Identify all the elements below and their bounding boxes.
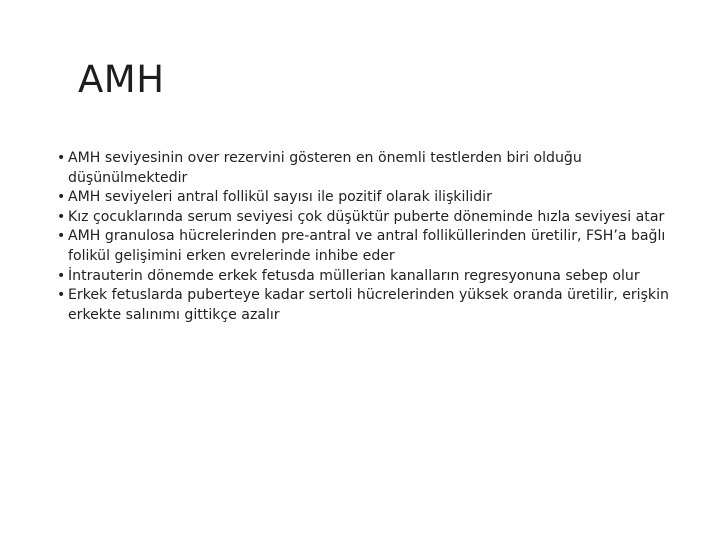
bullet-list xyxy=(57,149,697,325)
bullet-text: AMH granulosa hücrelerinden pre-antral ve antral folliküllerinden üretilir, FSH’a bağlı folikül gelişimini erken evrelerinde inhibe eder xyxy=(68,228,666,264)
bullet-marker: • xyxy=(57,189,66,206)
bullet-text: Erkek fetuslarda puberteye kadar sertoli hücrelerinden yüksek oranda üretilir, erişkin erkekte salınımı gittikçe azalır xyxy=(68,287,669,323)
bullet-item xyxy=(57,208,697,228)
bullet-item xyxy=(57,188,697,208)
bullet-marker: • xyxy=(57,287,66,304)
bullet-marker: • xyxy=(57,267,66,284)
bullet-item xyxy=(57,286,697,325)
bullet-text: AMH seviyesinin over rezervini gösteren en önemli testlerden biri olduğu düşünülmektedir xyxy=(68,150,582,186)
bullet-marker: • xyxy=(57,228,66,245)
bullet-item xyxy=(57,227,697,266)
bullet-marker: • xyxy=(57,208,66,225)
bullet-text: İntrauterin dönemde erkek fetusda müllerian kanalların regresyonuna sebep olur xyxy=(68,267,640,284)
slide-title: AMH xyxy=(78,58,165,101)
bullet-item xyxy=(57,267,697,287)
bullet-marker: • xyxy=(57,150,66,166)
bullet-item xyxy=(57,149,697,188)
bullet-text: Kız çocuklarında serum seviyesi çok düşüktür puberte döneminde hızla seviyesi atar xyxy=(68,208,665,225)
bullet-text: AMH seviyeleri antral follikül sayısı ile pozitif olarak ilişkilidir xyxy=(68,189,492,206)
